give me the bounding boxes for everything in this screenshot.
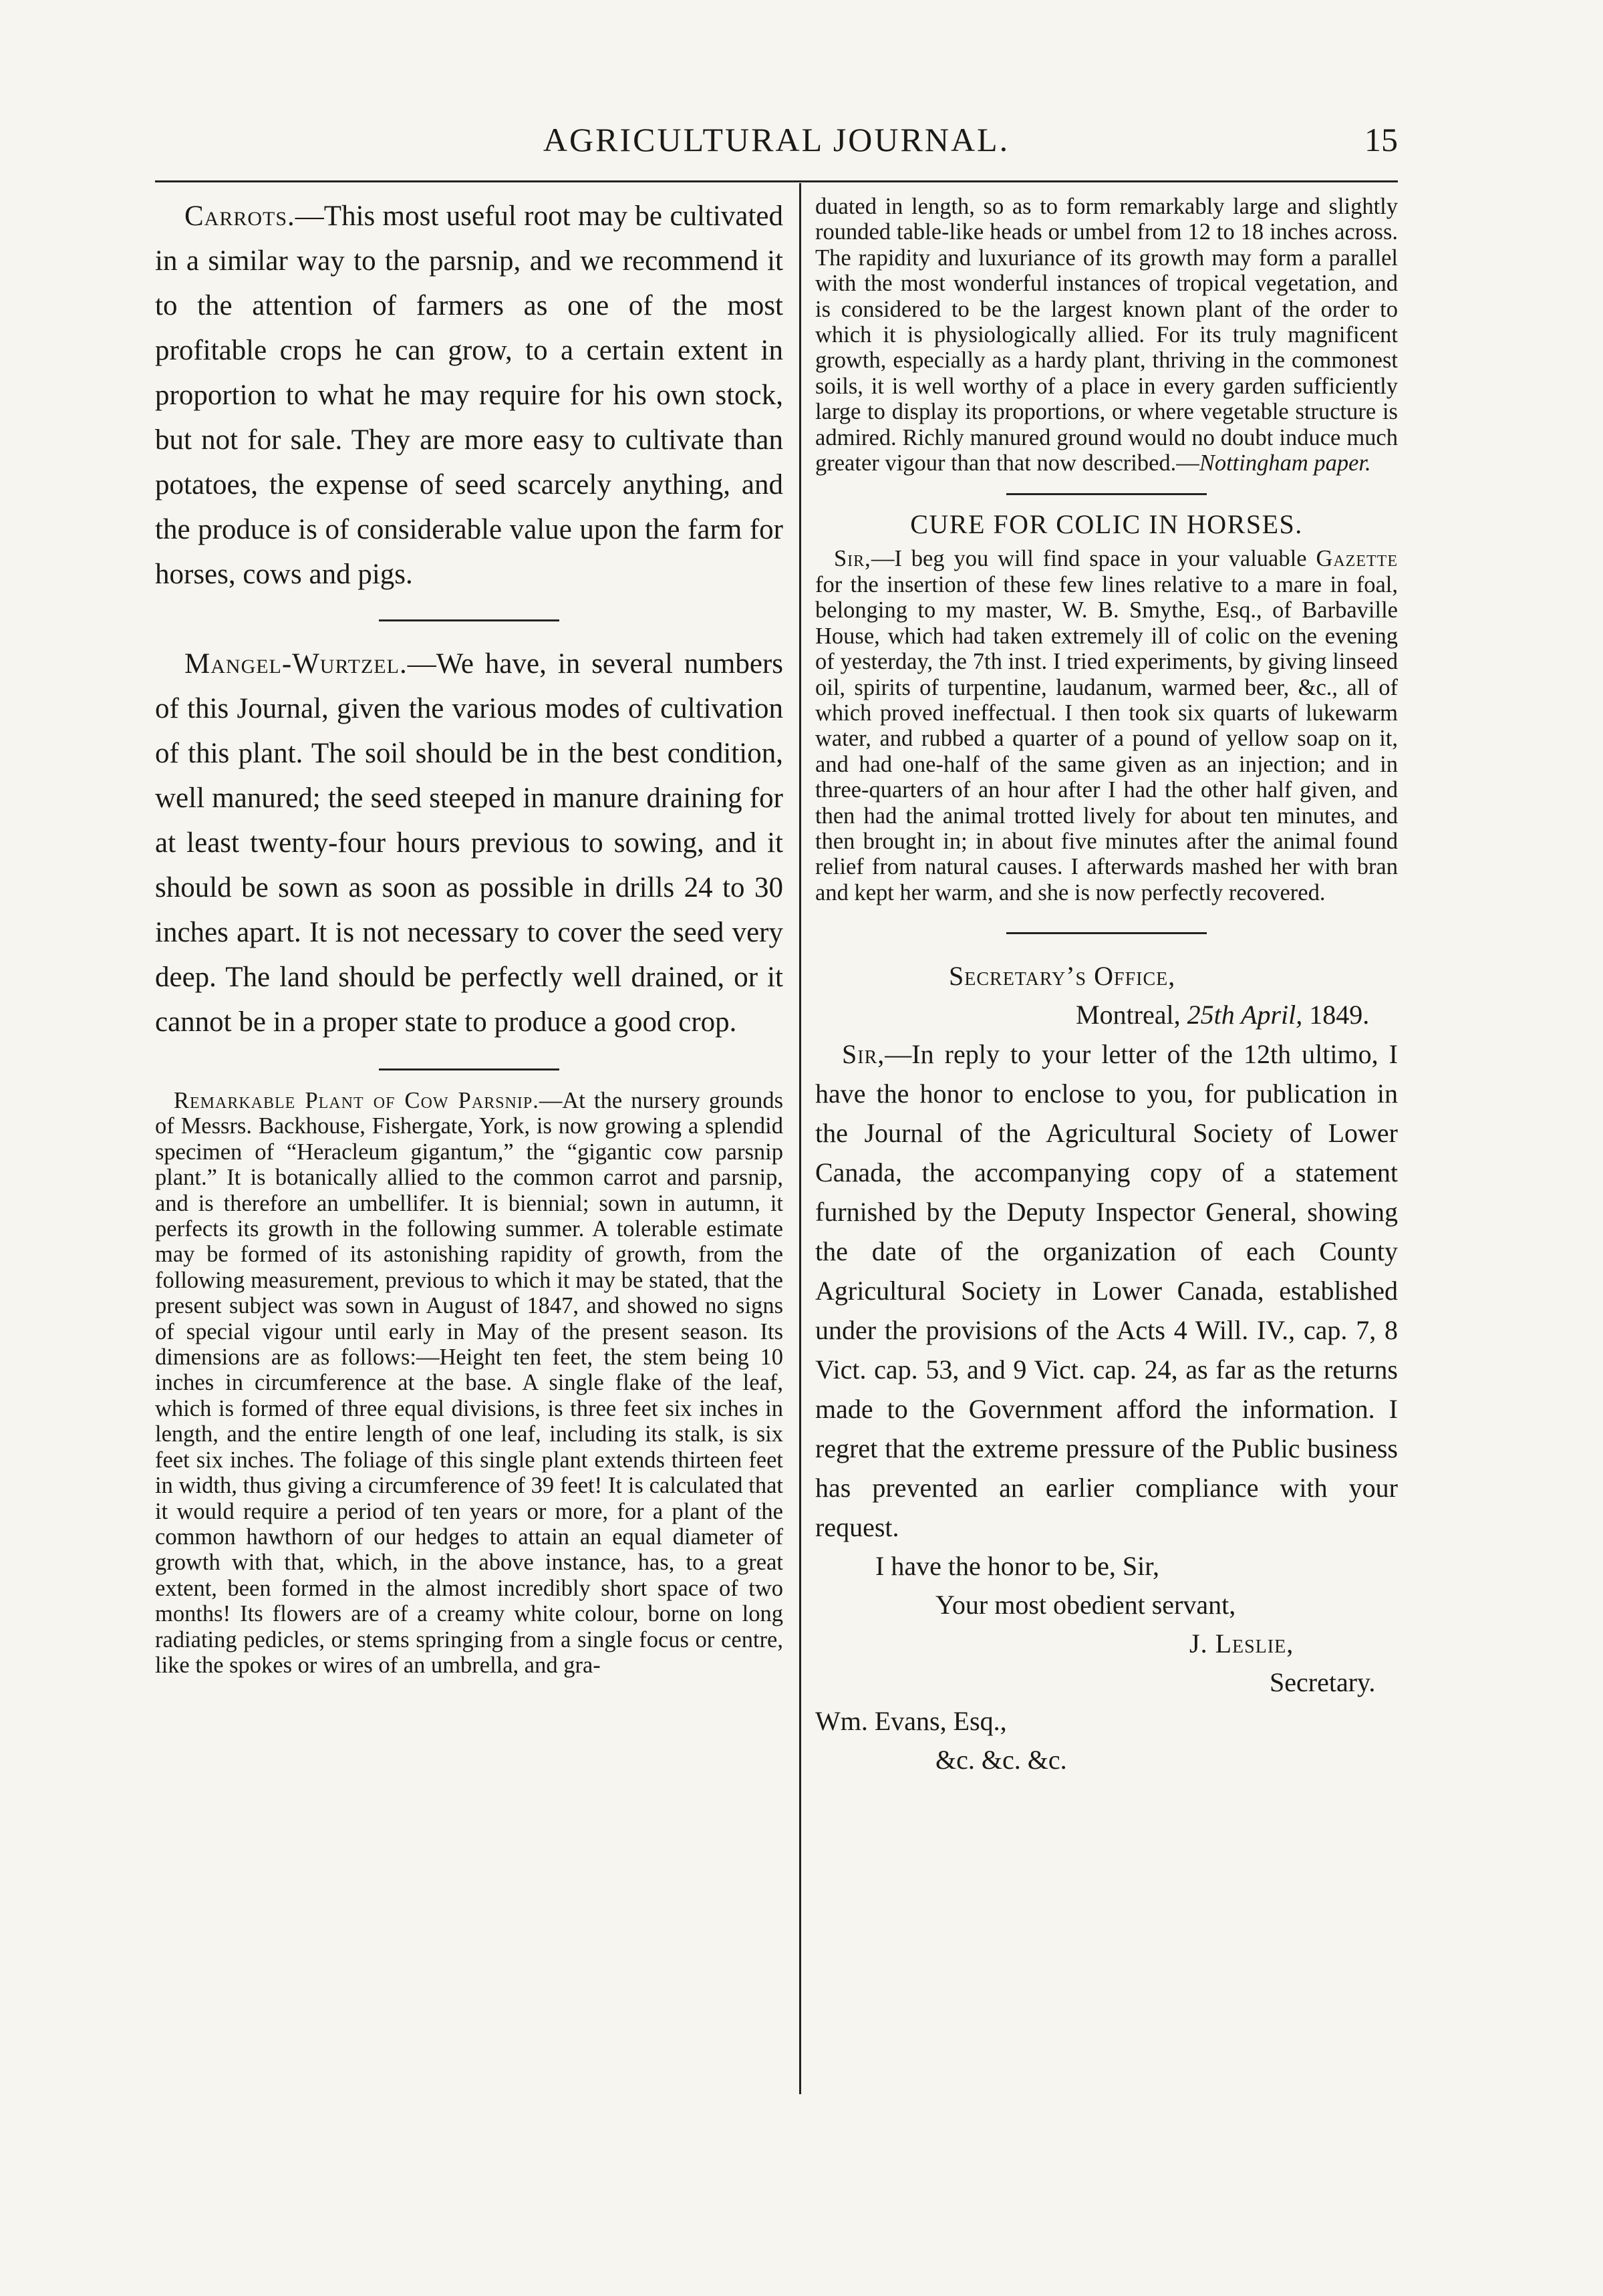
parsnip-paragraph bbox=[155, 1088, 783, 1678]
carrots-heading: Carrots. bbox=[184, 200, 295, 232]
page-header bbox=[155, 120, 1398, 167]
right-column bbox=[815, 194, 1398, 1779]
colic-salutation: Sir, bbox=[834, 546, 871, 572]
closing-line-2: Your most obedient servant, bbox=[935, 1590, 1236, 1620]
signer-name bbox=[815, 1624, 1398, 1663]
page-number: 15 bbox=[1364, 121, 1398, 158]
closing-line-1: I have the honor to be, Sir, bbox=[875, 1551, 1159, 1582]
parsnip-text: —At the nursery grounds of Messrs. Backhouse, Fishergate, York, is now growing a splendid specimen of “Heracleum gigantum,” the “gigantic cow parsnip plant.” It is botanically allied to the common carrot and parsnip, and is therefore an umbellifer. It is biennial; sown in autumn, it perfects its growth in the following summer. A tolerable estimate may be formed of its astonishing rapidity of growth, from the following measurement, previous to which it may be stated, that the present subject was sown in August of 1847, and showed no signs of special vigour until early in May of the present season. Its dimensions are as follows:—Height ten feet, the stem being 10 inches in circumference at the base. A single flake of the leaf, which is formed of three equal divisions, is three feet six inches in length, and the entire length of one leaf, including its stalk, is six feet six inches. The foliage of this single plant extends thirteen feet in width, thus giving a circumference of 39 feet! It is calculated that it would require a period of ten years or more, for a plant of the common hawthorn of our hedges to attain an equal diameter of growth with that, which, in the above instance, has, to a great extent, been formed in the almost incredibly short space of two months! Its flowers are of a creamy white colour, borne on long radiating pedicles, or stems springing from a single focus or centre, like the spokes or wires of an umbrella, and gra- bbox=[155, 1088, 784, 1678]
signer-text: J. Leslie, bbox=[1189, 1628, 1294, 1659]
letter-salutation: Sir, bbox=[842, 1039, 885, 1070]
colic-text-a: —I beg you will find space in your valuable bbox=[871, 546, 1316, 572]
letter-office bbox=[815, 957, 1398, 996]
section-divider bbox=[379, 619, 559, 621]
colic-text-b: for the insertion of these few lines relative to a mare in foal, belonging to my master, W. B. Smythe, Esq., of Barbaville House, which had taken extremely ill of colic on the evening of yesterday, the 7th inst. I tried experiments, by giving linseed oil, spirits of turpentine, laudanum, warmed beer, &c., all of which proved ineffectual. I then took six quarts of lukewarm water, and rubbed a quarter of a pound of yellow soap on it, and had one-half of the same given as an injection; and in three-quarters of an hour after I had the other half given, and then had the animal trotted lively for about ten minutes, and then brought in; in about five minutes after the animal found relief from natural causes. I afterwards mashed her with bran and kept her warm, and she is now perfectly recovered. bbox=[815, 571, 1398, 905]
letter-dateline bbox=[815, 996, 1398, 1034]
mangel-text: —We have, in several numbers of this Journal, given the various modes of cultivation of this plant. The soil should be in the best condition, well manured; the seed steeped in manure draining for at least twenty-four hours previous to sowing, and it should be sown as soon as possible in drills 24 to 30 inches apart. It is not necessary to cover the seed very deep. The land should be perfectly well drained, or it cannot be in a proper state to produce a good crop. bbox=[155, 648, 783, 1038]
letter-body bbox=[815, 1034, 1398, 1547]
dateline-date: 25th April, bbox=[1187, 1000, 1303, 1030]
carrots-text: —This most useful root may be cultivated in a similar way to the parsnip, and we recommend it to the attention of farmers as one of the most profitable crops he can grow, to a certain extent in proportion to what he may require for his own stock, but not for sale. They are more easy to cultivate than potatoes, the expense of seed scarcely anything, and the produce is of considerable value upon the farm for horses, cows and pigs. bbox=[155, 200, 783, 590]
dateline-year: 1849. bbox=[1302, 1000, 1370, 1030]
mangel-heading: Mangel-Wurtzel. bbox=[184, 648, 408, 680]
parsnip-continued-text: duated in length, so as to form remarkably large and slightly rounded table-like heads or umbel from 12 to 18 inches across. The rapidity and luxuriance of its growth may form a parallel with the most wonderful instances of tropical vegetation, and is considered to be the largest known plant of the order to which it is physiologically allied. For its truly magnificent growth, especially as a hardy plant, thriving in the commonest soils, it is well worthy of a place in every garden sufficiently large to display its proportions, or where vegetable structure is admired. Richly manured ground would no doubt induce much greater vigour than that now described.— bbox=[815, 194, 1398, 476]
dateline-place: Montreal, bbox=[1076, 1000, 1187, 1030]
parsnip-continued bbox=[815, 194, 1398, 476]
gazette-word: Gazette bbox=[1316, 546, 1398, 572]
carrots-paragraph bbox=[155, 194, 783, 597]
section-divider bbox=[1006, 493, 1207, 495]
mangel-paragraph bbox=[155, 641, 783, 1044]
addressee-etc: &c. &c. &c. bbox=[935, 1745, 1067, 1775]
office-text: Secretary’s Office, bbox=[949, 961, 1176, 992]
colic-title: CURE FOR COLIC IN HORSES. bbox=[910, 509, 1303, 540]
addressee: Wm. Evans, Esq., bbox=[815, 1706, 1007, 1737]
letter-text: —In reply to your letter of the 12th ultimo, I have the honor to enclose to you, for publication in the Journal of the Agricultural Society of Lower Canada, the accompanying copy of a statement furnished by the Deputy Inspector General, showing the date of the organization of each County Agricultural Society in Lower Canada, established under the provisions of the Acts 4 Will. IV., cap. 7, 8 Vict. cap. 53, and 9 Vict. cap. 24, as far as the returns made to the Government afford the information. I regret that the extreme pressure of the Public business has prevented an earlier compliance with your request. bbox=[815, 1039, 1398, 1543]
running-title: AGRICULTURAL JOURNAL. bbox=[543, 121, 1010, 158]
left-column bbox=[155, 194, 783, 1678]
section-divider bbox=[1006, 932, 1207, 934]
section-divider bbox=[379, 1068, 559, 1070]
parsnip-heading: Remarkable Plant of Cow Parsnip. bbox=[174, 1088, 539, 1113]
parsnip-source: Nottingham paper. bbox=[1199, 450, 1371, 476]
header-rule bbox=[155, 180, 1398, 182]
column-rule bbox=[799, 183, 801, 2094]
colic-paragraph bbox=[815, 546, 1398, 905]
signer-title: Secretary. bbox=[1270, 1667, 1376, 1698]
